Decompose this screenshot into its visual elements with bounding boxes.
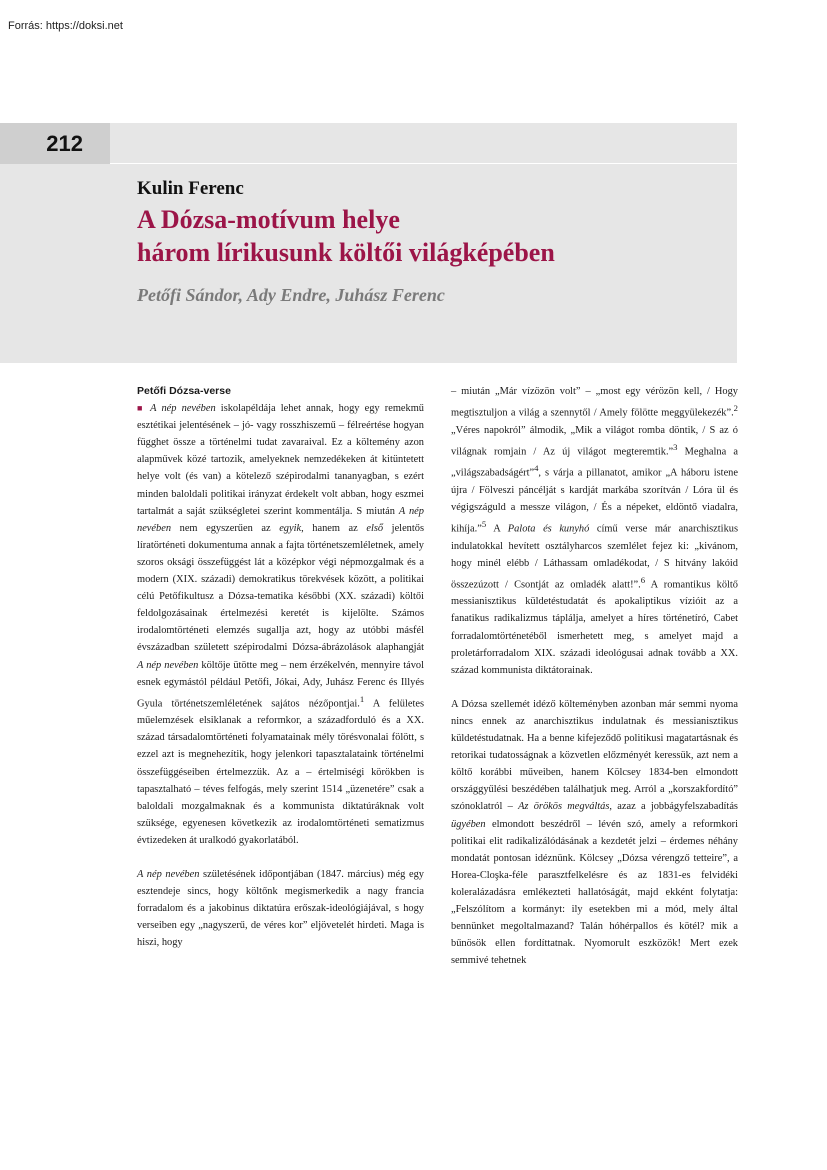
article-subtitle: Petőfi Sándor, Ady Endre, Juhász Ferenc: [137, 285, 445, 305]
body-paragraph: A Dózsa szellemét idéző költeményben azonban már semmi nyoma nincs ennek az anarchisztikus indulatnak és messianisztikus küldetéstudatnak. Ha a benne kifejeződő politikusi magatartásnak és retorikai tudatosságnak a közvetlen előzményét keressük, azt nem a költő korábbi műveiben, hanem Kölcsey 1834-ben elmondott országgyűlési beszédében találhatjuk meg. Arról a „korszakfordító” szónoklatról – Az örökös megváltás, azaz a jobbágyfelszabadítás ügyében elmondott beszédről – lévén szó, amely a reformkori politikai elit radikalizálódásának a kezdetét jelzi – érdemes néhány mondatát pontosan idéznünk. Kölcsey „Dózsa vérengző tetteire”, a Horea-Cloşka-féle parasztfelkelésre és az 1831-es felvidéki koleralázadásra emlékezteti hallatóságát, majd ekként folytatja: „Felszólítom a kormányt: ily esetekben mi a mód, mely által bennünket megoltalmazand? Talán hóhérpallos és kötél? mik a bűnösök ellen fordíttatnak. Nyomorult eszközök! Mert ezek semmivé tehetnek: [451, 698, 738, 967]
header-divider: [110, 163, 737, 164]
square-bullet-icon: ■: [137, 403, 145, 414]
right-column: [451, 383, 738, 969]
title-line-1: A Dózsa-motívum helye: [137, 205, 400, 234]
body-paragraph: – miután „Már vízözön volt” – „most egy vérözön kell, / Hogy megtisztuljon a világ a szennytől / Amely fölötte meggyülekezék”.$^2$ „Véres napokról” álmodik, „Mik a világot romba döntik, / S az ó világnak romjain / Az új világot megteremtik.”$^3$ Meghalna a „világszabadságért”$^4$, s várja a pillanatot, amikor „A háboru istene újra / Fölveszi páncélját s kardját markába szorítván / Lóra ül és végigszáguld a messze világon, / És a népeket, eldöntő viadalra, kihíja.”$^5$ A Palota és kunyhó című verse már anarchisztikus indulatokkal hevített osztályharcos szemlélet fejez ki: „kivánom, hogy minél elébb / Láthassam omladékodat, / S hitvány lakóid összezúzott / Csontját az omladék alatt!”.$^6$ A romantikus költő messianisztikus küldetéstudatát és apokaliptikus vízióit az a fanatikus radikalizmus táplálja, amelyet a híres történetíró, Cabet forradalomtörténetéből ismerhetett meg, s amelyet majd a proletárforradalom XIX. századi ideológusai adnak tovább a XX. század kommunista diktátorainak.: [451, 386, 739, 676]
article-title: [137, 203, 727, 269]
page-number: 212: [0, 123, 110, 164]
left-column: [137, 383, 424, 951]
body-paragraph: A nép nevében születésének időpontjában (1847. március) még egy esztendeje sincs, hogy költőnk megismerkedik a nagy francia forradalom és a jakobinus diktatúra erőszak-ideológiájával, s hogy verseiben egy „nagyszerű, de véres kor” eljövetelét hirdeti. Maga is hiszi, hogy: [137, 869, 424, 949]
body-paragraph: ■ A nép nevében iskolapéldája lehet annak, hogy egy remekmű esztétikai jelentésének – jó- vagy rosszhiszemű – félreértése hogyan függhet össze a történelmi tudat zavaraival. Ez a költemény azon alapművek közé tartozik, amelyeknek nemzedékeken át kitüntetett helye volt (és van) a kötelező szépirodalmi tananyagban, s ezért minden baloldali politikai irányzat érdekelt volt abban, hogy eszmei tartalmát a saját szükségletei szerint kommentálja. S miután A nép nevében nem egyszerűen az egyik, hanem az első jelentős líratörténeti dokumentuma annak a fajta történetszemléletnek, amely szoros oksági összefüggést lát a középkor végi népmozgalmak és a modern (XIX. századi) demokratikus törekvések között, a politikai célú Petőfikultusz a Dózsa-tematika későbbi (XX. századi) költői feldolgozásainak értelmezési keretét is kijelölte. Számos irodalomtörténeti elemzés sugallja azt, hogy az utóbbi másfél évszázadban született szépirodalmi Dózsa-ábrázolások alaphangját A nép nevében költője ütötte meg – nem érzékelvén, mennyire távol esnek egymástól például Petőfi, Jókai, Ady, Juhász Ferenc és Illyés Gyula történetszemléletének sajátos nézőpontjai.$^1$ A felületes műelemzések elsiklanak a reformkor, a századforduló és a XX. század társadalomtörténeti folyamatainak mély törésvonalai fölött, s ezzel azt is megnehezítik, hogy jelenkori tapasztalataink történelmi összefüggéseiben értelmezzük. Az a – értelmiségi körökben is tapasztalható – téves felfogás, mely szerint 1514 „üzenetére” csak a baloldali mozgalmaknak és a kommunista diktatúráknak volt szüksége, egyenesen következik az irodalomtörténeti sematizmus évtizedeken át uralkodó gyakorlatából.: [137, 403, 425, 846]
title-line-2: három lírikusunk költői világképében: [137, 238, 555, 267]
source-line: Forrás: https://doksi.net: [8, 20, 123, 32]
author-name: Kulin Ferenc: [137, 178, 244, 199]
section-heading: Petőfi Dózsa-verse: [137, 385, 231, 397]
